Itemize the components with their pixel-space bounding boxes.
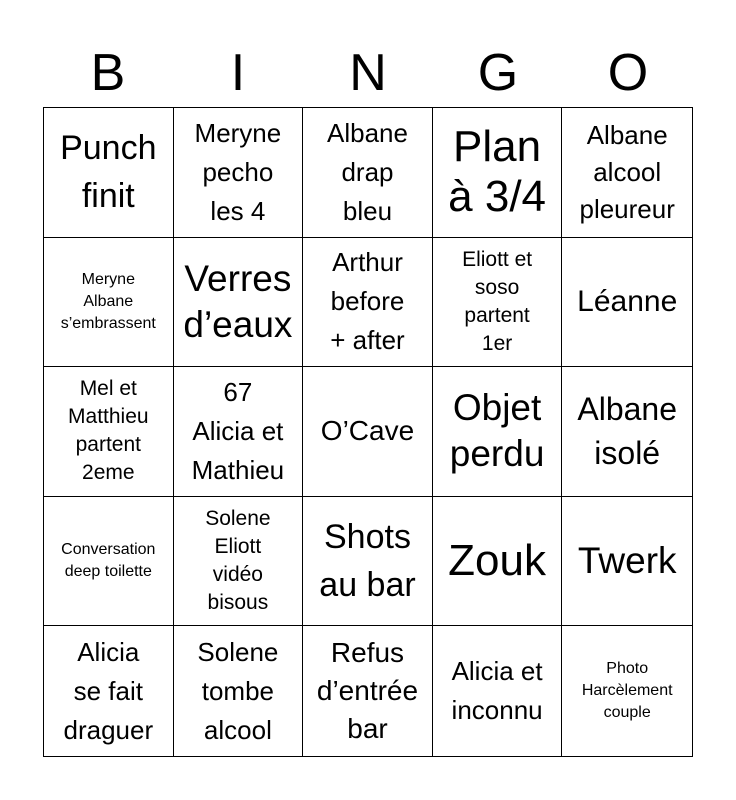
bingo-cell-label: Punch finit bbox=[60, 129, 157, 216]
bingo-cell-label: Albane isolé bbox=[577, 391, 678, 472]
bingo-cell-label: Verres d’eaux bbox=[183, 257, 293, 345]
bingo-cell-label: Refus d’entrée bar bbox=[316, 637, 419, 745]
bingo-cell[interactable] bbox=[303, 108, 433, 238]
bingo-cell[interactable] bbox=[562, 497, 692, 627]
bingo-cell[interactable] bbox=[433, 238, 563, 368]
bingo-cell-label: Solene Eliott vidéo bisous bbox=[205, 507, 271, 615]
header-letter-b: B bbox=[90, 44, 126, 102]
bingo-cell[interactable] bbox=[174, 238, 304, 368]
bingo-cell-label: Solene tombe alcool bbox=[197, 636, 279, 745]
bingo-cell[interactable] bbox=[303, 626, 433, 756]
bingo-cell-label: Plan à 3/4 bbox=[448, 122, 547, 222]
bingo-cell[interactable] bbox=[44, 238, 174, 368]
bingo-cell[interactable] bbox=[303, 497, 433, 627]
bingo-cell[interactable] bbox=[174, 497, 304, 627]
bingo-cell[interactable] bbox=[433, 497, 563, 627]
header-letter-o: O bbox=[607, 44, 649, 102]
bingo-cell-label: Shots au bar bbox=[319, 518, 416, 605]
bingo-cell[interactable] bbox=[44, 626, 174, 756]
bingo-cell-label: Léanne bbox=[577, 284, 678, 318]
bingo-cell[interactable] bbox=[562, 238, 692, 368]
bingo-cell-label: Arthur before + after bbox=[330, 247, 405, 356]
bingo-cell-label: Objet perdu bbox=[449, 387, 545, 475]
bingo-cell[interactable] bbox=[562, 626, 692, 756]
bingo-cell-label: Eliott et soso partent 1er bbox=[462, 247, 533, 355]
bingo-cell[interactable] bbox=[174, 626, 304, 756]
bingo-cell-label: 67 Alicia et Mathieu bbox=[191, 376, 285, 485]
bingo-cell-label: Twerk bbox=[577, 540, 677, 582]
bingo-cell[interactable] bbox=[44, 108, 174, 238]
bingo-cell-label: Zouk bbox=[448, 536, 546, 586]
bingo-cell-label: Meryne pecho les 4 bbox=[194, 117, 282, 226]
bingo-cell[interactable] bbox=[174, 108, 304, 238]
bingo-cell[interactable] bbox=[303, 238, 433, 368]
bingo-header bbox=[43, 42, 693, 104]
bingo-cell-label: Albane alcool pleureur bbox=[579, 119, 675, 224]
bingo-board bbox=[43, 107, 693, 757]
header-letter-g: G bbox=[477, 44, 519, 102]
bingo-cell[interactable] bbox=[303, 367, 433, 497]
bingo-cell-label: O’Cave bbox=[320, 415, 415, 447]
bingo-cell[interactable] bbox=[44, 497, 174, 627]
bingo-cell-label: Mel et Matthieu partent 2eme bbox=[68, 377, 149, 485]
bingo-cell-label: Alicia se fait draguer bbox=[63, 636, 154, 745]
header-letter-n: N bbox=[349, 44, 387, 102]
bingo-cell[interactable] bbox=[562, 367, 692, 497]
bingo-cell-label: Meryne Albane s’embrassent bbox=[60, 270, 156, 332]
bingo-cell-label: Albane drap bleu bbox=[327, 117, 408, 226]
bingo-cell-label: Alicia et inconnu bbox=[451, 656, 543, 726]
header-letter-i: I bbox=[230, 44, 246, 102]
bingo-cell-label: Photo Harcèlement couple bbox=[581, 660, 673, 722]
bingo-cell[interactable] bbox=[562, 108, 692, 238]
bingo-cell[interactable] bbox=[433, 108, 563, 238]
bingo-cell-label: Conversation deep toilette bbox=[61, 541, 156, 581]
bingo-cell[interactable] bbox=[433, 367, 563, 497]
bingo-cell[interactable] bbox=[44, 367, 174, 497]
bingo-cell[interactable] bbox=[174, 367, 304, 497]
bingo-cell[interactable] bbox=[433, 626, 563, 756]
